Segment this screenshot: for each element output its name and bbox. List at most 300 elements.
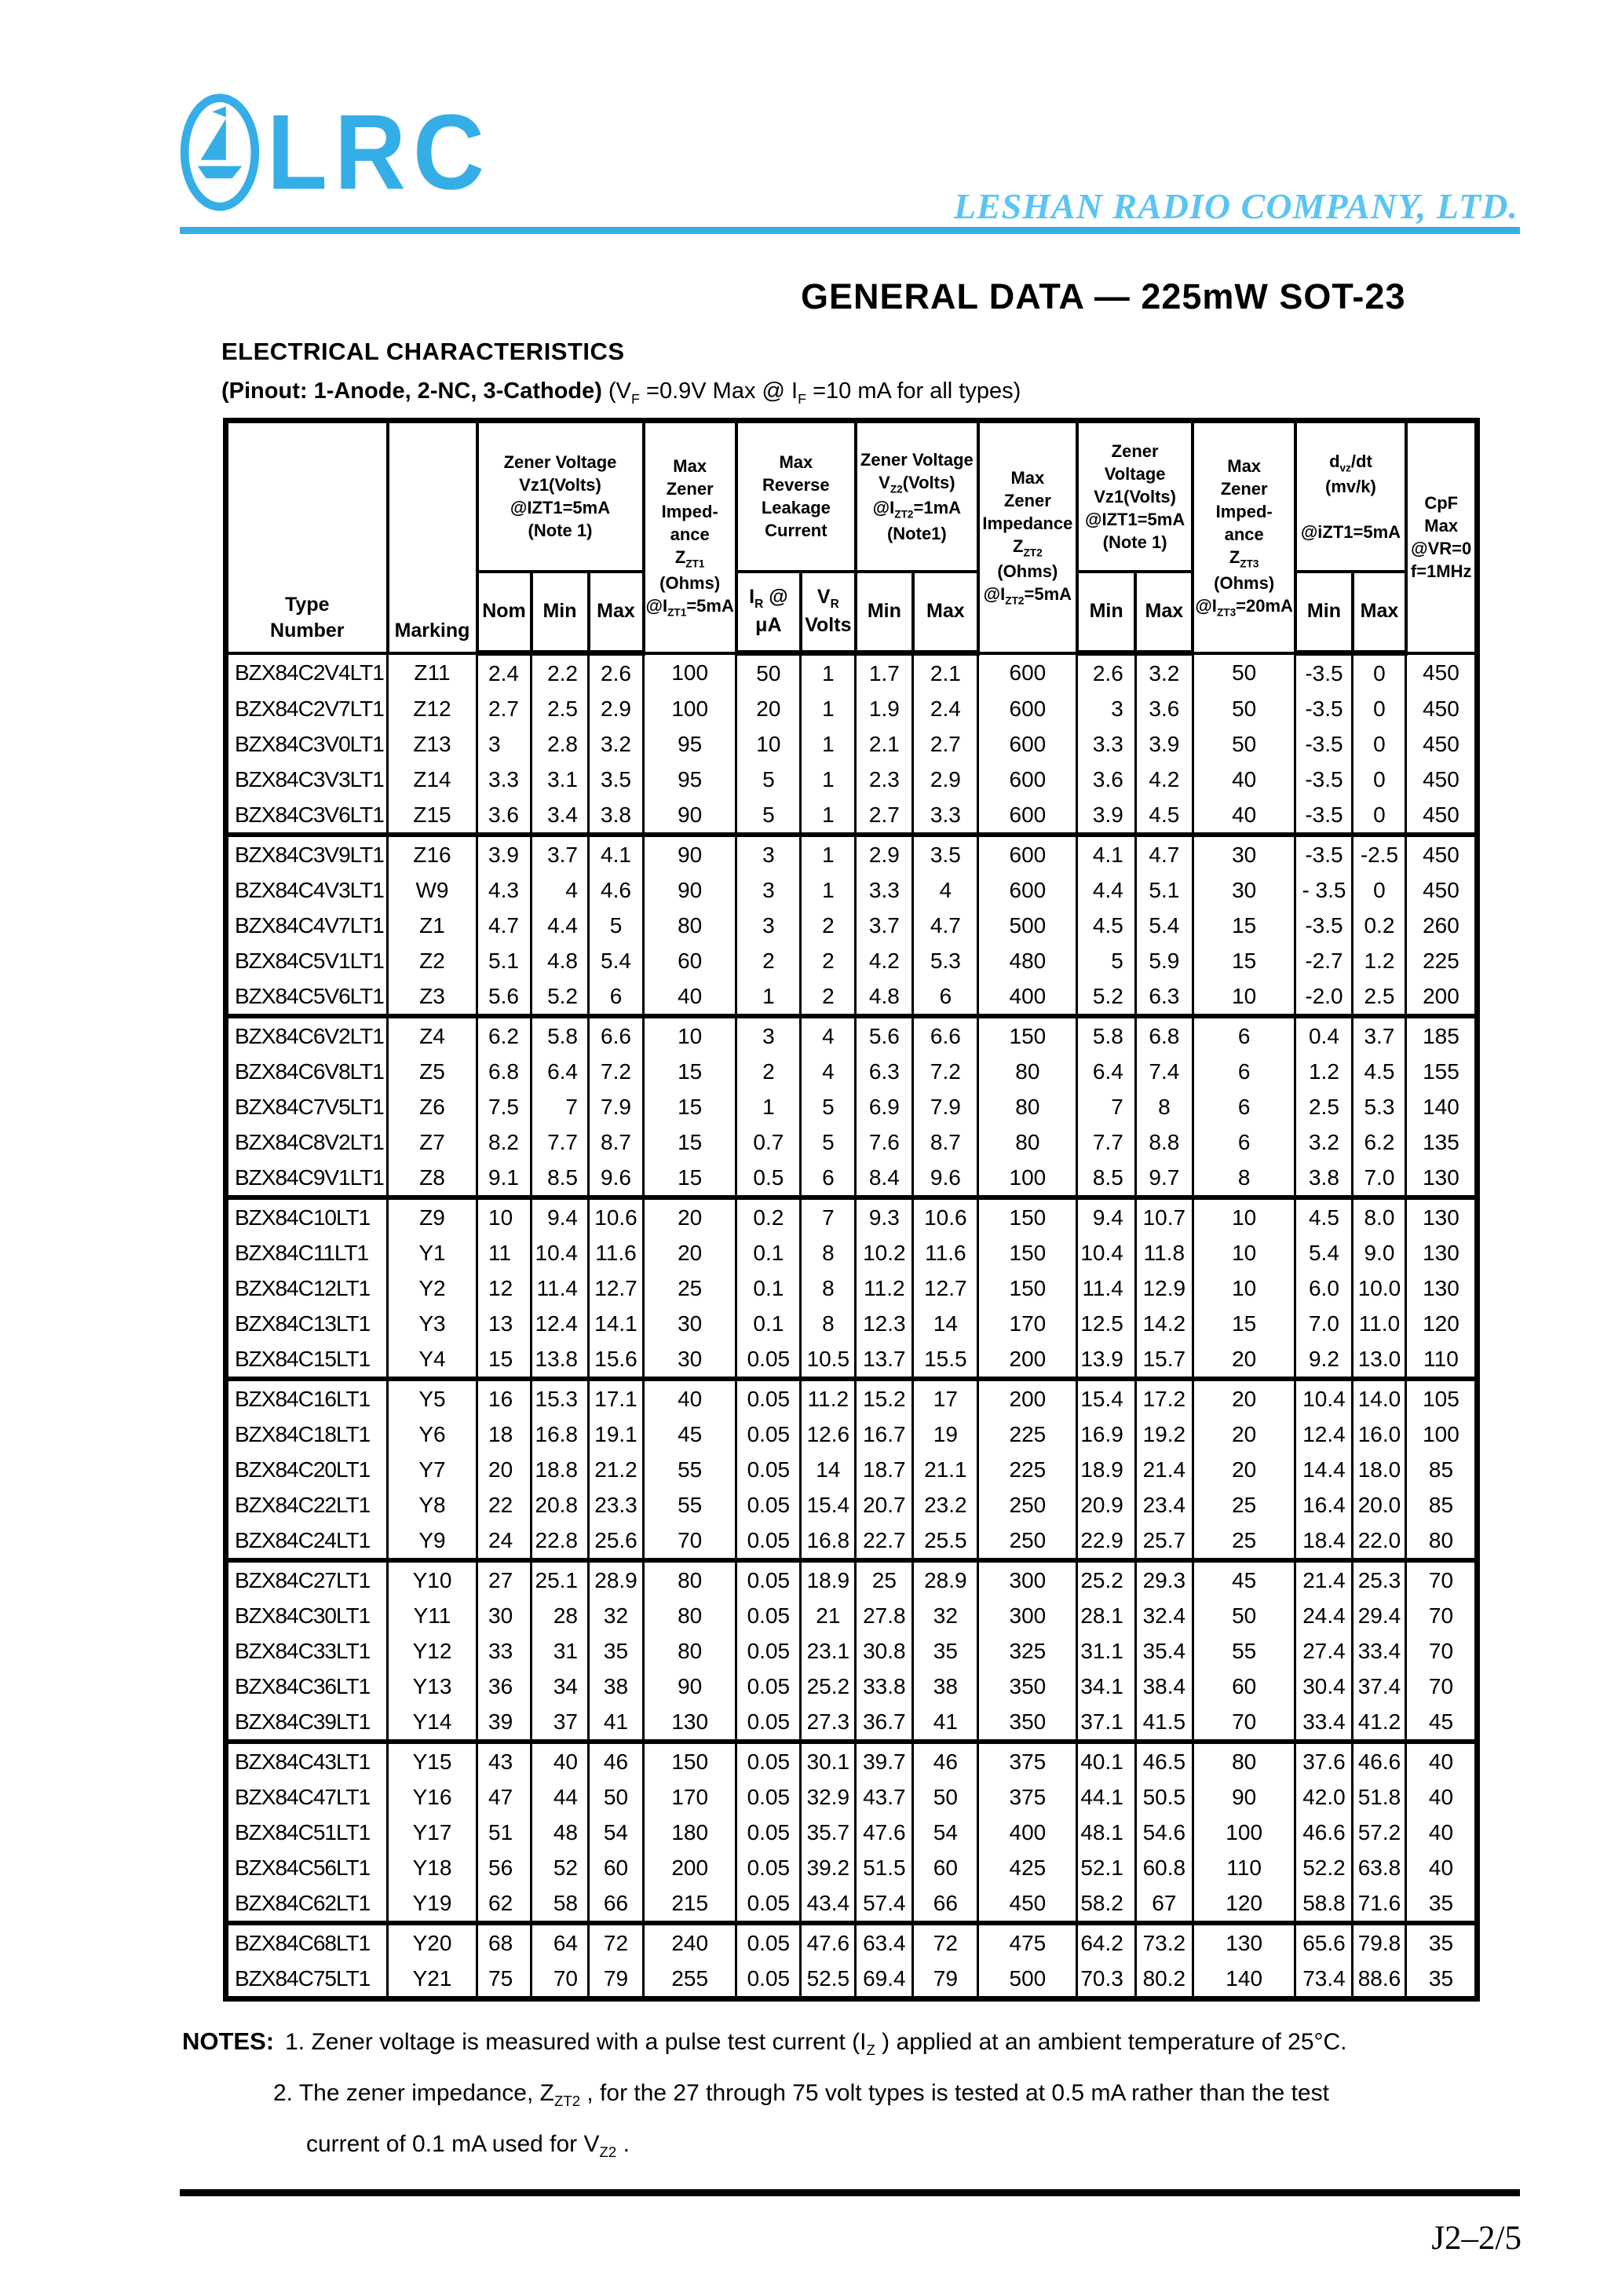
cell-value: 20 xyxy=(1193,1417,1295,1452)
cell-value: 11.0 xyxy=(1353,1306,1406,1341)
cell-type-number: BZX84C62LT1 xyxy=(226,1885,388,1923)
table-row xyxy=(226,1633,1478,1669)
cell-type-number: BZX84C11LT1 xyxy=(226,1235,388,1270)
cell-value: 6 xyxy=(589,978,644,1016)
cell-value: 0.05 xyxy=(736,1633,801,1669)
cell-value: 13.9 xyxy=(1077,1341,1136,1379)
cell-type-number: BZX84C6V2LT1 xyxy=(226,1016,388,1054)
cell-value: 90 xyxy=(644,872,736,908)
cell-value: 140 xyxy=(1193,1961,1295,1999)
table-row xyxy=(226,1379,1478,1417)
cell-value: 450 xyxy=(978,1885,1077,1923)
cell-value: 100 xyxy=(1193,1815,1295,1850)
cell-value: 46.6 xyxy=(1295,1815,1353,1850)
cell-value: 425 xyxy=(978,1850,1077,1885)
cell-value: 130 xyxy=(644,1704,736,1742)
cell-value: 225 xyxy=(978,1452,1077,1487)
cell-value: 58 xyxy=(532,1885,589,1923)
cell-value: 0 xyxy=(1353,653,1406,692)
cell-value: 38 xyxy=(589,1669,644,1704)
cell-value: 9.4 xyxy=(532,1197,589,1235)
cell-value: 62 xyxy=(477,1885,532,1923)
cell-value: 5.1 xyxy=(477,943,532,978)
cell-value: 15.5 xyxy=(913,1341,978,1379)
cell-value: 18.0 xyxy=(1353,1452,1406,1487)
cell-value: 10.7 xyxy=(1135,1197,1193,1235)
cell-value: -3.5 xyxy=(1295,797,1353,835)
cell-value: 39.2 xyxy=(801,1850,856,1885)
cell-value: 20.7 xyxy=(856,1487,913,1523)
cell-value: -3.5 xyxy=(1295,653,1353,692)
table-row xyxy=(226,1742,1478,1779)
cell-value: 54 xyxy=(913,1815,978,1850)
cell-value: 52 xyxy=(532,1850,589,1885)
cell-value: 4.8 xyxy=(532,943,589,978)
cell-value: 31.1 xyxy=(1077,1633,1136,1669)
cell-value: 39 xyxy=(477,1704,532,1742)
cell-value: 11.6 xyxy=(589,1235,644,1270)
cell-value: 20.8 xyxy=(532,1487,589,1523)
col-max-zener-impedance-zzt2: Max Zener Impedance $Z_{ZT2}$ (Ohms) $@I_{ZT2}=5mA$ xyxy=(978,421,1077,653)
cell-value: 60 xyxy=(589,1850,644,1885)
cell-value: 600 xyxy=(978,653,1077,692)
cell-value: 130 xyxy=(1406,1270,1478,1306)
cell-value: 16.0 xyxy=(1353,1417,1406,1452)
cell-value: 8.7 xyxy=(589,1124,644,1160)
cell-value: 0.1 xyxy=(736,1235,801,1270)
cell-value: 85 xyxy=(1406,1487,1478,1523)
cell-type-number: BZX84C13LT1 xyxy=(226,1306,388,1341)
cell-value: 8.7 xyxy=(913,1124,978,1160)
cell-value: 255 xyxy=(644,1961,736,1999)
cell-value: 2.5 xyxy=(1353,978,1406,1016)
cell-marking: Z15 xyxy=(388,797,477,835)
cell-value: 15.3 xyxy=(532,1379,589,1417)
cell-value: 0.05 xyxy=(736,1742,801,1779)
cell-value: 37.6 xyxy=(1295,1742,1353,1779)
cell-value: 16.9 xyxy=(1077,1417,1136,1452)
cell-value: 5.6 xyxy=(856,1016,913,1054)
cell-value: 100 xyxy=(1406,1417,1478,1452)
cell-value: 2.7 xyxy=(856,797,913,835)
cell-value: 35.7 xyxy=(801,1815,856,1850)
cell-value: 2.5 xyxy=(532,691,589,726)
cell-value: 0 xyxy=(1353,797,1406,835)
cell-value: 7.7 xyxy=(1077,1124,1136,1160)
cell-value: 5.8 xyxy=(1077,1016,1136,1054)
cell-value: 20 xyxy=(644,1235,736,1270)
cell-marking: Y6 xyxy=(388,1417,477,1452)
table-row xyxy=(226,1487,1478,1523)
page-title: GENERAL DATA — 225mW SOT-23 xyxy=(801,276,1406,316)
cell-value: 60.8 xyxy=(1135,1850,1193,1885)
cell-value: 150 xyxy=(978,1197,1077,1235)
cell-value: 3 xyxy=(736,1016,801,1054)
table-row xyxy=(226,1779,1478,1815)
cell-value: 29.3 xyxy=(1135,1560,1193,1598)
cell-marking: Y17 xyxy=(388,1815,477,1850)
cell-value: 3 xyxy=(1077,691,1136,726)
cell-value: 1 xyxy=(801,797,856,835)
cell-value: 7 xyxy=(532,1089,589,1124)
cell-value: 20.0 xyxy=(1353,1487,1406,1523)
cell-value: 3.6 xyxy=(477,797,532,835)
cell-value: 0.4 xyxy=(1295,1016,1353,1054)
cell-value: 10 xyxy=(1193,1235,1295,1270)
cell-value: 1.7 xyxy=(856,653,913,692)
cell-value: 7 xyxy=(1077,1089,1136,1124)
cell-value: 2.1 xyxy=(856,726,913,762)
cell-value: 17.1 xyxy=(589,1379,644,1417)
cell-value: 12.9 xyxy=(1135,1270,1193,1306)
cell-value: 5.2 xyxy=(532,978,589,1016)
cell-value: 9.0 xyxy=(1353,1235,1406,1270)
cell-value: 20 xyxy=(477,1452,532,1487)
cell-value: 3.4 xyxy=(532,797,589,835)
cell-value: 90 xyxy=(644,835,736,872)
cell-value: 9.6 xyxy=(913,1160,978,1197)
cell-value: 500 xyxy=(978,908,1077,943)
cell-value: 10 xyxy=(1193,978,1295,1016)
cell-value: 260 xyxy=(1406,908,1478,943)
cell-value: 35 xyxy=(913,1633,978,1669)
cell-value: 0.7 xyxy=(736,1124,801,1160)
cell-value: 30.1 xyxy=(801,1742,856,1779)
electrical-characteristics-table xyxy=(223,418,1480,2002)
cell-value: 6.3 xyxy=(856,1054,913,1089)
cell-type-number: BZX84C30LT1 xyxy=(226,1598,388,1633)
cell-value: 1 xyxy=(801,762,856,797)
cell-value: 14.1 xyxy=(589,1306,644,1341)
cell-value: 80 xyxy=(644,1598,736,1633)
cell-value: 2.4 xyxy=(477,653,532,692)
cell-value: 2 xyxy=(801,908,856,943)
cell-value: 66 xyxy=(589,1885,644,1923)
cell-value: 3.5 xyxy=(913,835,978,872)
cell-value: 500 xyxy=(978,1961,1077,1999)
cell-value: 85 xyxy=(1406,1452,1478,1487)
cell-value: 11.8 xyxy=(1135,1235,1193,1270)
cell-value: 60 xyxy=(644,943,736,978)
table-row xyxy=(226,1523,1478,1560)
cell-value: 400 xyxy=(978,1815,1077,1850)
cell-value: 0.2 xyxy=(736,1197,801,1235)
cell-value: 21.4 xyxy=(1295,1560,1353,1598)
cell-value: 18.8 xyxy=(532,1452,589,1487)
cell-value: 7.6 xyxy=(856,1124,913,1160)
cell-value: 22.0 xyxy=(1353,1523,1406,1560)
cell-value: 3.2 xyxy=(1135,653,1193,692)
cell-value: 9.2 xyxy=(1295,1341,1353,1379)
cell-value: 6.6 xyxy=(589,1016,644,1054)
table-body xyxy=(226,653,1478,1999)
cell-value: 73.4 xyxy=(1295,1961,1353,1999)
cell-value: 46 xyxy=(913,1742,978,1779)
cell-value: 48 xyxy=(532,1815,589,1850)
cell-value: 21.4 xyxy=(1135,1452,1193,1487)
cell-value: 2.7 xyxy=(913,726,978,762)
cell-value: 19 xyxy=(913,1417,978,1452)
cell-marking: Y11 xyxy=(388,1598,477,1633)
cell-value: 34 xyxy=(532,1669,589,1704)
cell-value: 5 xyxy=(736,797,801,835)
cell-value: 38.4 xyxy=(1135,1669,1193,1704)
cell-value: 15 xyxy=(644,1160,736,1197)
cell-value: 13.7 xyxy=(856,1341,913,1379)
cell-value: 15.6 xyxy=(589,1341,644,1379)
cell-value: 450 xyxy=(1406,762,1478,797)
cell-value: 8.2 xyxy=(477,1124,532,1160)
cell-value: 0.1 xyxy=(736,1306,801,1341)
cell-type-number: BZX84C39LT1 xyxy=(226,1704,388,1742)
cell-value: 1 xyxy=(801,835,856,872)
cell-value: 71.6 xyxy=(1353,1885,1406,1923)
cell-value: 36.7 xyxy=(856,1704,913,1742)
cell-value: 80 xyxy=(644,1633,736,1669)
pinout-bold: (Pinout: 1-Anode, 2-NC, 3-Cathode) xyxy=(221,378,602,404)
cell-value: 150 xyxy=(978,1235,1077,1270)
subheader-cell-1: Min xyxy=(532,572,589,653)
cell-value: 37.4 xyxy=(1353,1669,1406,1704)
cell-value: 70 xyxy=(1406,1633,1478,1669)
cell-value: 130 xyxy=(1406,1160,1478,1197)
cell-value: 5 xyxy=(736,762,801,797)
cell-value: 18.9 xyxy=(801,1560,856,1598)
cell-type-number: BZX84C9V1LT1 xyxy=(226,1160,388,1197)
cell-value: 150 xyxy=(978,1016,1077,1054)
cell-value: 80.2 xyxy=(1135,1961,1193,1999)
cell-value: 55 xyxy=(644,1487,736,1523)
cell-value: 50 xyxy=(1193,653,1295,692)
cell-value: 6.8 xyxy=(477,1054,532,1089)
cell-value: 88.6 xyxy=(1353,1961,1406,1999)
cell-marking: W9 xyxy=(388,872,477,908)
cell-value: 3.1 xyxy=(532,762,589,797)
cell-value: 63.4 xyxy=(856,1923,913,1961)
cell-value: 14.2 xyxy=(1135,1306,1193,1341)
table-row xyxy=(226,1923,1478,1961)
cell-value: 4.1 xyxy=(589,835,644,872)
cell-value: 32 xyxy=(589,1598,644,1633)
cell-value: 3.7 xyxy=(532,835,589,872)
notes-label: NOTES: xyxy=(182,2027,275,2055)
cell-marking: Y12 xyxy=(388,1633,477,1669)
cell-value: 3.9 xyxy=(1077,797,1136,835)
table-row xyxy=(226,1560,1478,1598)
cell-value: 43.7 xyxy=(856,1779,913,1815)
cell-value: 25 xyxy=(1193,1487,1295,1523)
cell-value: 25 xyxy=(1193,1523,1295,1560)
cell-value: 2 xyxy=(736,1054,801,1089)
subheader-cell-0: Nom xyxy=(477,572,532,653)
cell-value: 17 xyxy=(913,1379,978,1417)
cell-value: 3.3 xyxy=(1077,726,1136,762)
cell-value: 0 xyxy=(1353,762,1406,797)
cell-value: 50 xyxy=(1193,726,1295,762)
cell-type-number: BZX84C51LT1 xyxy=(226,1815,388,1850)
cell-value: 90 xyxy=(644,1669,736,1704)
table-row xyxy=(226,1270,1478,1306)
cell-value: 2.8 xyxy=(532,726,589,762)
cell-value: 2.1 xyxy=(913,653,978,692)
cell-value: -3.5 xyxy=(1295,835,1353,872)
cell-value: 50 xyxy=(1193,1598,1295,1633)
cell-value: 19.1 xyxy=(589,1417,644,1452)
cell-value: 7.9 xyxy=(589,1089,644,1124)
cell-value: 4 xyxy=(913,872,978,908)
cell-value: 21.2 xyxy=(589,1452,644,1487)
cell-value: 18.7 xyxy=(856,1452,913,1487)
cell-value: 36 xyxy=(477,1669,532,1704)
cell-value: 8.5 xyxy=(1077,1160,1136,1197)
cell-value: 4.1 xyxy=(1077,835,1136,872)
cell-value: 33 xyxy=(477,1633,532,1669)
cell-value: 50 xyxy=(736,653,801,692)
table-row xyxy=(226,835,1478,872)
cell-value: 8 xyxy=(1193,1160,1295,1197)
cell-value: 31 xyxy=(532,1633,589,1669)
col-marking: Marking xyxy=(388,421,477,653)
cell-type-number: BZX84C75LT1 xyxy=(226,1961,388,1999)
cell-marking: Y1 xyxy=(388,1235,477,1270)
cell-value: 2.2 xyxy=(532,653,589,692)
cell-value: 34.1 xyxy=(1077,1669,1136,1704)
cell-value: 5.9 xyxy=(1135,943,1193,978)
cell-value: 50 xyxy=(913,1779,978,1815)
cell-value: 11.4 xyxy=(532,1270,589,1306)
section-heading: ELECTRICAL CHARACTERISTICS xyxy=(221,338,625,365)
cell-value: 15 xyxy=(644,1124,736,1160)
cell-value: 3.7 xyxy=(856,908,913,943)
col-dvz-dt: $d_{vz}/dt$ (mv/k) @iZT1=5mA xyxy=(1295,421,1406,572)
cell-value: 90 xyxy=(644,797,736,835)
cell-value: 20 xyxy=(1193,1341,1295,1379)
cell-value: -2.0 xyxy=(1295,978,1353,1016)
cell-value: 27.8 xyxy=(856,1598,913,1633)
cell-value: 37 xyxy=(532,1704,589,1742)
cell-marking: Z2 xyxy=(388,943,477,978)
cell-value: 0.5 xyxy=(736,1160,801,1197)
cell-value: 450 xyxy=(1406,726,1478,762)
cell-value: 33.4 xyxy=(1353,1633,1406,1669)
cell-value: 3.8 xyxy=(589,797,644,835)
cell-value: 12.4 xyxy=(532,1306,589,1341)
cell-value: 52.2 xyxy=(1295,1850,1353,1885)
table-row xyxy=(226,653,1478,692)
cell-value: 16 xyxy=(477,1379,532,1417)
cell-value: 20.9 xyxy=(1077,1487,1136,1523)
cell-value: 6 xyxy=(913,978,978,1016)
cell-value: 0.05 xyxy=(736,1560,801,1598)
cell-value: 135 xyxy=(1406,1124,1478,1160)
cell-value: 57.2 xyxy=(1353,1815,1406,1850)
cell-value: 5.3 xyxy=(1353,1089,1406,1124)
cell-value: 450 xyxy=(1406,835,1478,872)
table-row xyxy=(226,943,1478,978)
cell-value: 0.05 xyxy=(736,1379,801,1417)
cell-value: 33.8 xyxy=(856,1669,913,1704)
table-row xyxy=(226,726,1478,762)
cell-value: 10.4 xyxy=(1295,1379,1353,1417)
cell-value: 40 xyxy=(644,1379,736,1417)
cell-type-number: BZX84C16LT1 xyxy=(226,1379,388,1417)
cell-value: 6.3 xyxy=(1135,978,1193,1016)
cell-value: 70 xyxy=(1406,1598,1478,1633)
note-line-2: 2. The zener impedance, $Z_{ZT2}$ , for the 27 through 75 volt types is tested at 0.5 mA rather than the test xyxy=(273,2080,1329,2109)
cell-value: 4.5 xyxy=(1295,1197,1353,1235)
cell-value: 4.3 xyxy=(477,872,532,908)
table-row xyxy=(226,762,1478,797)
cell-value: 0.2 xyxy=(1353,908,1406,943)
cell-value: 18.4 xyxy=(1295,1523,1353,1560)
cell-value: 1 xyxy=(736,1089,801,1124)
cell-value: 8.0 xyxy=(1353,1197,1406,1235)
cell-value: 6 xyxy=(1193,1124,1295,1160)
cell-value: 4.8 xyxy=(856,978,913,1016)
cell-value: 35 xyxy=(589,1633,644,1669)
cell-value: 375 xyxy=(978,1742,1077,1779)
cell-value: 33.4 xyxy=(1295,1704,1353,1742)
cell-value: 25.7 xyxy=(1135,1523,1193,1560)
cell-value: 2.9 xyxy=(589,691,644,726)
table-row xyxy=(226,1598,1478,1633)
cell-value: 7.2 xyxy=(589,1054,644,1089)
cell-value: 2.5 xyxy=(1295,1089,1353,1124)
cell-value: 7.7 xyxy=(532,1124,589,1160)
cell-value: 21.1 xyxy=(913,1452,978,1487)
table-row xyxy=(226,1417,1478,1452)
subheader-cell-10: Max xyxy=(1353,572,1406,653)
cell-value: 10 xyxy=(1193,1270,1295,1306)
pinout-line xyxy=(221,378,1021,408)
cell-value: 300 xyxy=(978,1598,1077,1633)
cell-value: 23.2 xyxy=(913,1487,978,1523)
cell-value: 200 xyxy=(644,1850,736,1885)
cell-value: 52.1 xyxy=(1077,1850,1136,1885)
cell-value: 2 xyxy=(736,943,801,978)
table-row xyxy=(226,1016,1478,1054)
cell-marking: Z11 xyxy=(388,653,477,692)
table-row xyxy=(226,1704,1478,1742)
cell-value: 8 xyxy=(801,1306,856,1341)
cell-value: 20 xyxy=(736,691,801,726)
table-row xyxy=(226,1306,1478,1341)
cell-value: 15 xyxy=(644,1054,736,1089)
cell-type-number: BZX84C6V8LT1 xyxy=(226,1054,388,1089)
cell-value: 40 xyxy=(1406,1850,1478,1885)
cell-value: 9.3 xyxy=(856,1197,913,1235)
cell-type-number: BZX84C24LT1 xyxy=(226,1523,388,1560)
cell-value: 5 xyxy=(801,1089,856,1124)
cell-value: 10 xyxy=(736,726,801,762)
cell-value: 200 xyxy=(978,1379,1077,1417)
cell-value: 16.7 xyxy=(856,1417,913,1452)
cell-value: 4.6 xyxy=(589,872,644,908)
cell-value: 70 xyxy=(644,1523,736,1560)
cell-value: 7.2 xyxy=(913,1054,978,1089)
cell-value: 11.6 xyxy=(913,1235,978,1270)
cell-value: 90 xyxy=(1193,1779,1295,1815)
cell-value: 4 xyxy=(532,872,589,908)
cell-value: 19.2 xyxy=(1135,1417,1193,1452)
cell-value: - 3.5 xyxy=(1295,872,1353,908)
cell-value: 9.6 xyxy=(589,1160,644,1197)
cell-value: 8 xyxy=(801,1270,856,1306)
cell-value: 22.7 xyxy=(856,1523,913,1560)
cell-value: 4 xyxy=(801,1054,856,1089)
cell-value: 170 xyxy=(644,1779,736,1815)
cell-value: 5.3 xyxy=(913,943,978,978)
